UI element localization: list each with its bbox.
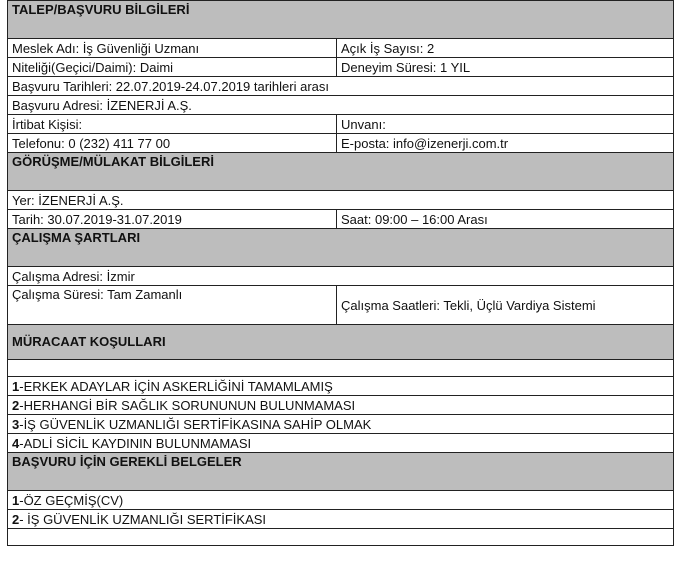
tarihler-cell: Başvuru Tarihleri: 22.07.2019-24.07.2019 tarihleri arası: [8, 77, 674, 96]
item-text: -HERHANGİ BİR SAĞLIK SORUNUNUN BULUNMAMASI: [19, 397, 356, 413]
blank-cell: [8, 360, 674, 377]
list-item: [8, 434, 674, 453]
item-text: -ÖZ GEÇMİŞ(CV): [19, 492, 124, 508]
muracaat-item: [8, 377, 674, 396]
saat-cell: Saat: 09:00 – 16:00 Arası: [337, 210, 674, 229]
item-number: 3: [12, 416, 20, 432]
table-row: [8, 39, 674, 58]
item-number: 1: [12, 378, 20, 394]
irtibat-cell: İrtibat Kişisi:: [8, 115, 337, 134]
blank-row: [8, 529, 674, 546]
list-item: [8, 415, 674, 434]
muracaat-item: [8, 396, 674, 415]
table-row: [8, 191, 674, 210]
telefon-cell: Telefonu: 0 (232) 411 77 00: [8, 134, 337, 153]
deneyim-cell: Deneyim Süresi: 1 YIL: [337, 58, 674, 77]
table-row: [8, 210, 674, 229]
calisma-adres-cell: Çalışma Adresi: İzmir: [8, 267, 674, 286]
muracaat-header: MÜRACAAT KOŞULLARI: [8, 325, 674, 360]
meslek-cell: Meslek Adı: İş Güvenliği Uzmanı: [8, 39, 337, 58]
blank-row: [8, 360, 674, 377]
list-item: [8, 396, 674, 415]
calisma-sure-cell: Çalışma Süresi: Tam Zamanlı: [8, 286, 337, 325]
section-header-row: [8, 229, 674, 267]
tarih-cell: Tarih: 30.07.2019-31.07.2019: [8, 210, 337, 229]
table-row: [8, 96, 674, 115]
blank-cell: [8, 529, 674, 546]
muracaat-item: [8, 434, 674, 453]
table-row: [8, 267, 674, 286]
table-row: [8, 58, 674, 77]
table-row: [8, 286, 674, 325]
item-text: -ADLİ SİCİL KAYDININ BULUNMAMASI: [19, 435, 252, 451]
item-text: -İŞ GÜVENLİK UZMANLIĞI SERTİFİKASINA SAHİP OLMAK: [19, 416, 372, 432]
item-number: 1: [12, 492, 20, 508]
niteligi-cell: Niteliği(Geçici/Daimi): Daimi: [8, 58, 337, 77]
muracaat-item: [8, 415, 674, 434]
item-number: 4: [12, 435, 20, 451]
section-header-row: [8, 453, 674, 491]
belge-item: [8, 491, 674, 510]
table-row: [8, 77, 674, 96]
item-text: - İŞ GÜVENLİK UZMANLIĞI SERTİFİKASI: [19, 511, 267, 527]
belge-item: [8, 510, 674, 529]
item-number: 2: [12, 397, 20, 413]
list-item: [8, 491, 674, 510]
form-table: [7, 0, 674, 546]
unvani-cell: Unvanı:: [337, 115, 674, 134]
list-item: [8, 510, 674, 529]
eposta-cell: E-posta: info@izenerji.com.tr: [337, 134, 674, 153]
yer-cell: Yer: İZENERJİ A.Ş.: [8, 191, 674, 210]
calisma-saatler-cell: Çalışma Saatleri: Tekli, Üçlü Vardiya Sistemi: [337, 286, 674, 325]
talep-header: TALEP/BAŞVURU BİLGİLERİ: [8, 1, 674, 39]
list-item: [8, 377, 674, 396]
item-text: -ERKEK ADAYLAR İÇİN ASKERLİĞİNİ TAMAMLAMIŞ: [19, 378, 333, 394]
acik-is-cell: Açık İş Sayısı: 2: [337, 39, 674, 58]
section-header-row: [8, 325, 674, 360]
belgeler-header: BAŞVURU İÇİN GEREKLİ BELGELER: [8, 453, 674, 491]
adres-cell: Başvuru Adresi: İZENERJİ A.Ş.: [8, 96, 674, 115]
item-number: 2: [12, 511, 20, 527]
job-application-form: [7, 0, 673, 546]
calisma-header: ÇALIŞMA ŞARTLARI: [8, 229, 674, 267]
table-row: [8, 134, 674, 153]
section-header-row: [8, 153, 674, 191]
section-header-row: [8, 1, 674, 39]
gorusme-header: GÖRÜŞME/MÜLAKAT BİLGİLERİ: [8, 153, 674, 191]
table-row: [8, 115, 674, 134]
